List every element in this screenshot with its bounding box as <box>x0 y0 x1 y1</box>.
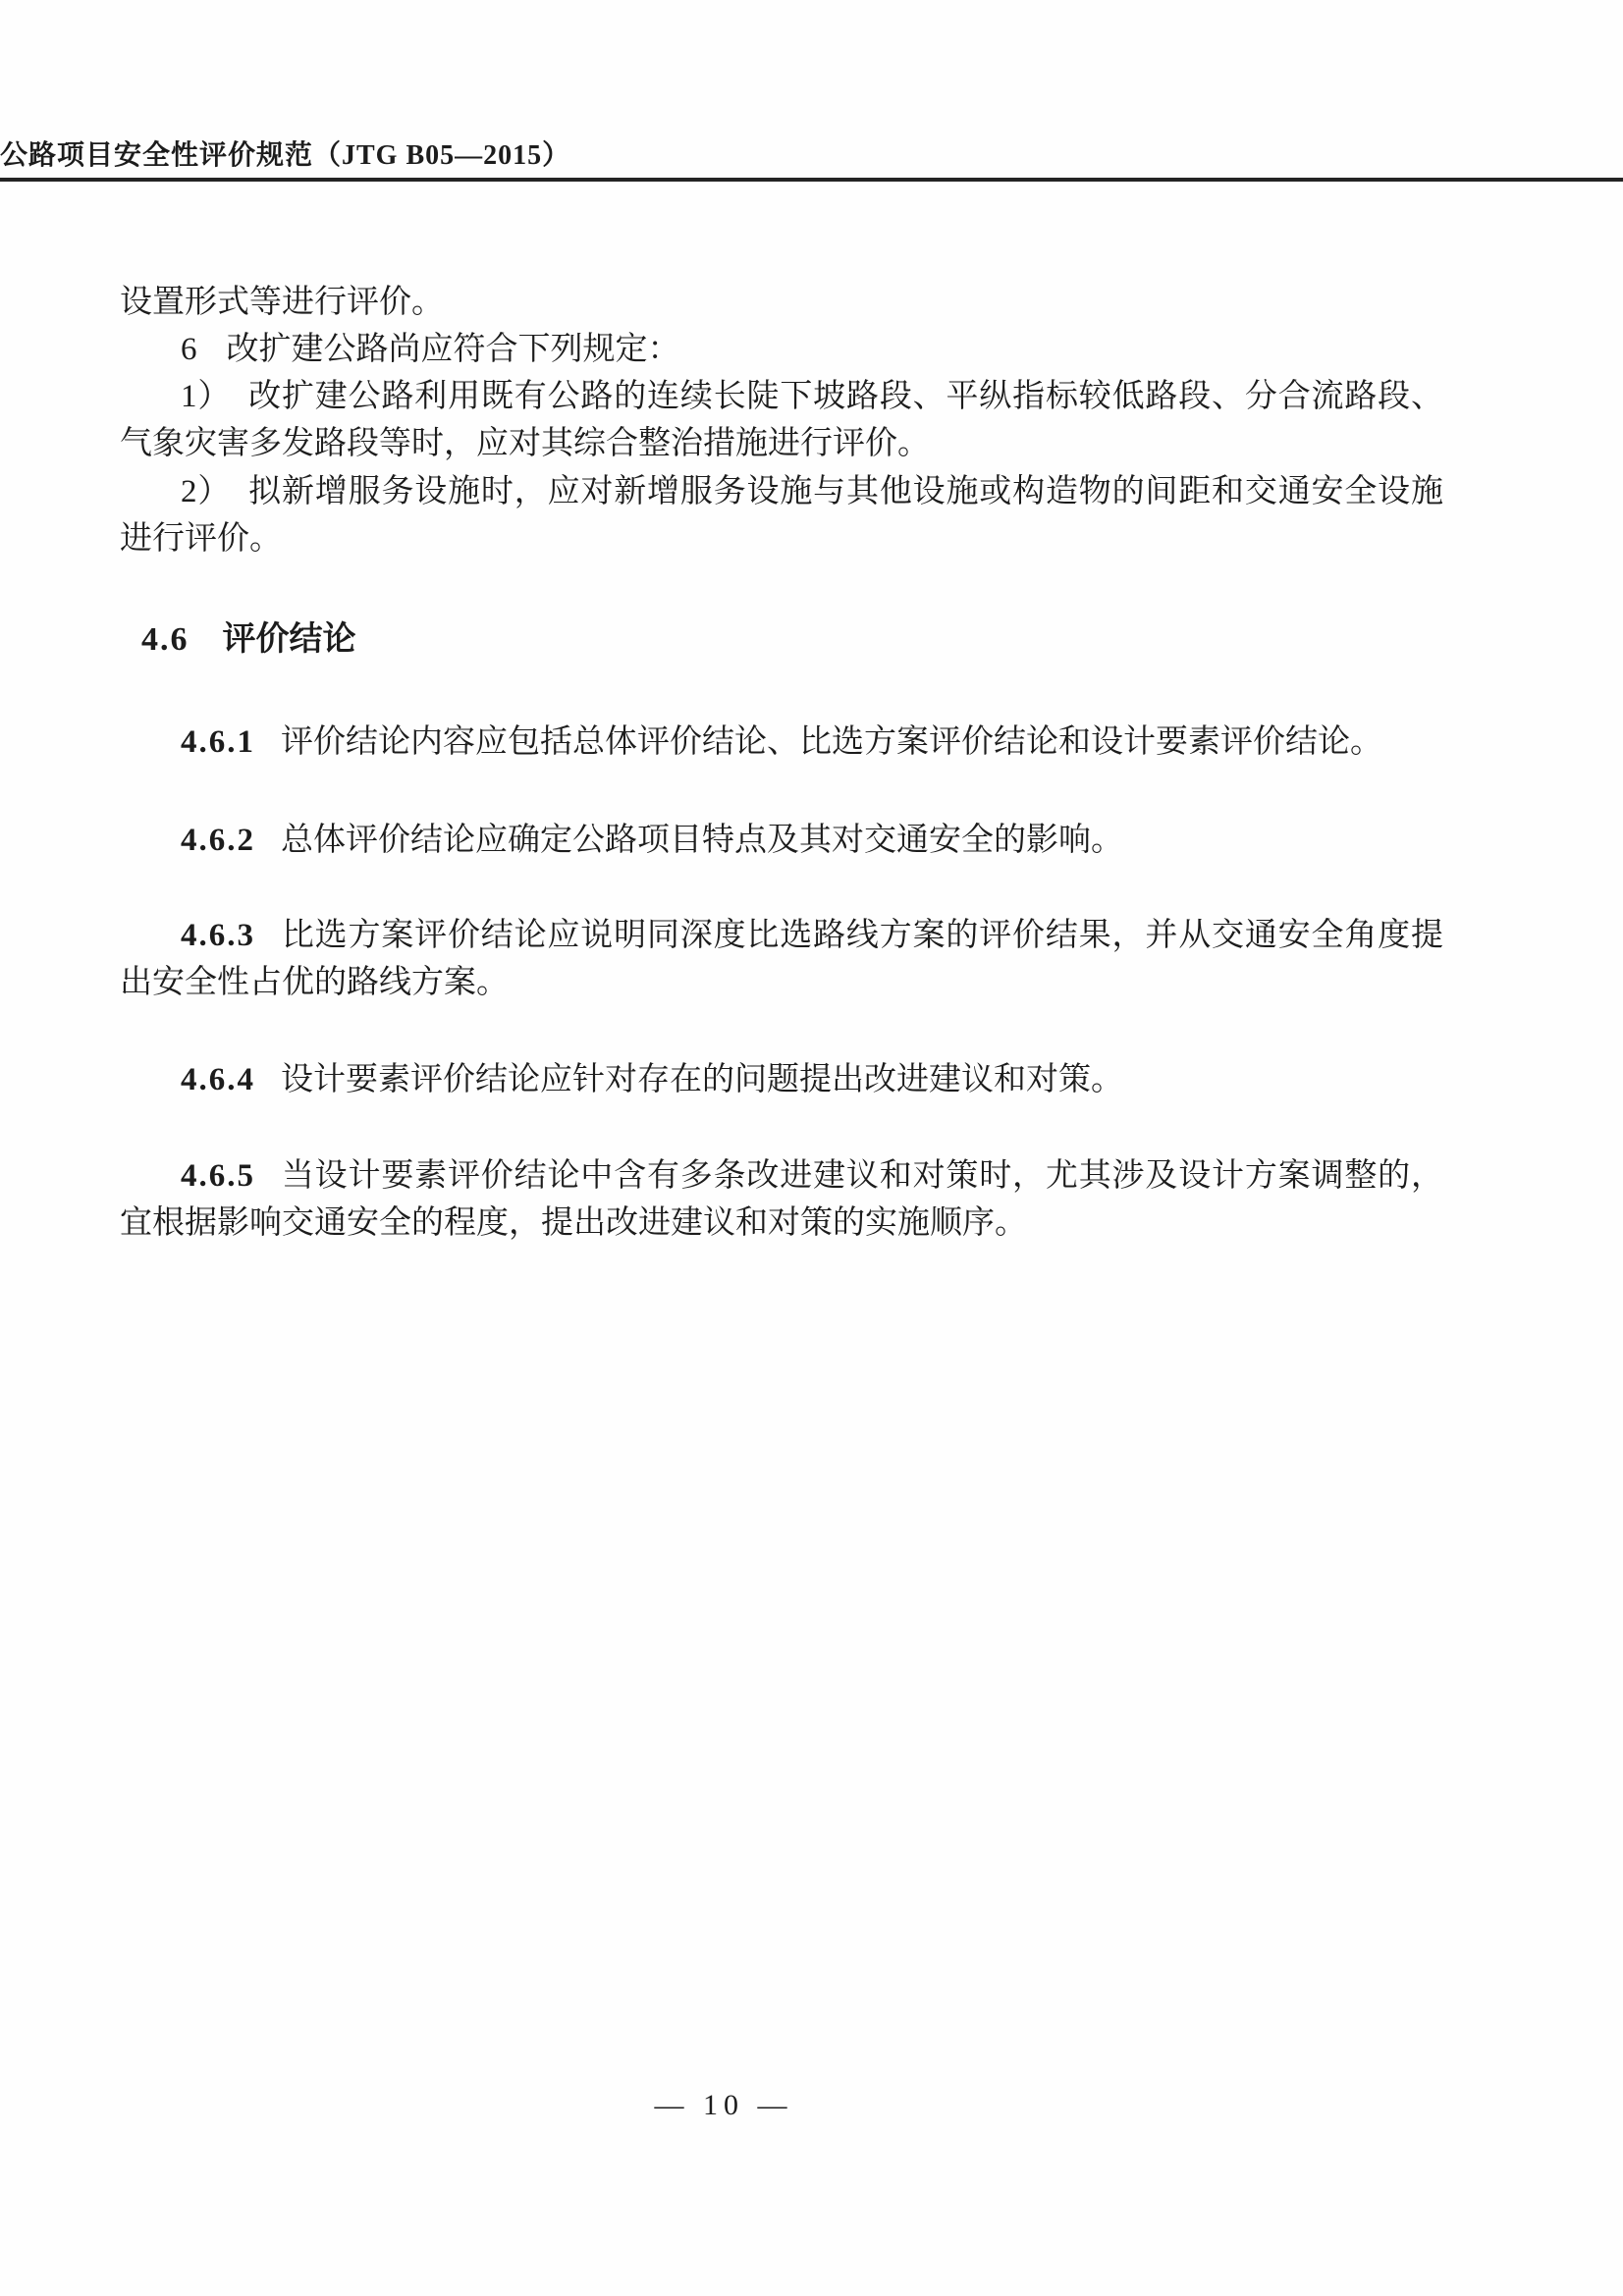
clause-4-6-1-number: 4.6.1 <box>181 724 255 760</box>
clause-4-6-2-text: 总体评价结论应确定公路项目特点及其对交通安全的影响。 <box>281 823 1123 858</box>
running-header-title: 公路项目安全性评价规范（JTG B05—2015） <box>0 140 571 171</box>
clause-4-6-1 <box>120 719 1443 766</box>
section-number: 4.6 <box>141 621 189 658</box>
clause-4-6-2 <box>120 817 1443 864</box>
list-subitem-2-text: 拟新增服务设施时，应对新增服务设施与其他设施或构造物的间距和交通安全设施进行评价。 <box>120 474 1444 557</box>
clause-4-6-3-number: 4.6.3 <box>181 918 255 953</box>
clause-4-6-4-text: 设计要素评价结论应针对存在的问题提出改进建议和对策。 <box>281 1062 1123 1097</box>
list-item-6-label: 6 <box>181 332 197 367</box>
list-subitem-1 <box>120 373 1443 467</box>
list-item-6 <box>120 326 1443 373</box>
list-subitem-2 <box>120 468 1443 562</box>
clause-4-6-5-text: 当设计要素评价结论中含有多条改进建议和对策时，尤其涉及设计方案调整的，宜根据影响交通安全的程度，提出改进建议和对策的实施顺序。 <box>120 1158 1443 1241</box>
clause-4-6-4 <box>120 1056 1443 1103</box>
clause-4-6-5 <box>120 1152 1443 1247</box>
list-subitem-1-label: 1） <box>181 379 232 414</box>
page-number: — 10 — <box>654 2089 793 2121</box>
clause-4-6-2-number: 4.6.2 <box>181 823 255 858</box>
clause-4-6-3 <box>120 912 1443 1006</box>
clause-4-6-3-text: 比选方案评价结论应说明同深度比选路线方案的评价结果，并从交通安全角度提出安全性占优的路线方案。 <box>120 918 1443 1000</box>
section-heading-4-6 <box>141 616 356 664</box>
clause-4-6-4-number: 4.6.4 <box>181 1062 255 1097</box>
section-title: 评价结论 <box>222 621 356 658</box>
clause-4-6-5-number: 4.6.5 <box>181 1158 255 1194</box>
list-subitem-1-text: 改扩建公路利用既有公路的连续长陡下坡路段、平纵指标较低路段、分合流路段、气象灾害多发路段等时，应对其综合整治措施进行评价。 <box>120 379 1444 461</box>
list-subitem-2-label: 2） <box>181 474 232 509</box>
paragraph-continuation: 设置形式等进行评价。 <box>120 285 444 320</box>
clause-4-6-1-text: 评价结论内容应包括总体评价结论、比选方案评价结论和设计要素评价结论。 <box>281 724 1382 760</box>
header-rule <box>0 178 1623 182</box>
list-item-6-text: 改扩建公路尚应符合下列规定： <box>226 332 680 367</box>
